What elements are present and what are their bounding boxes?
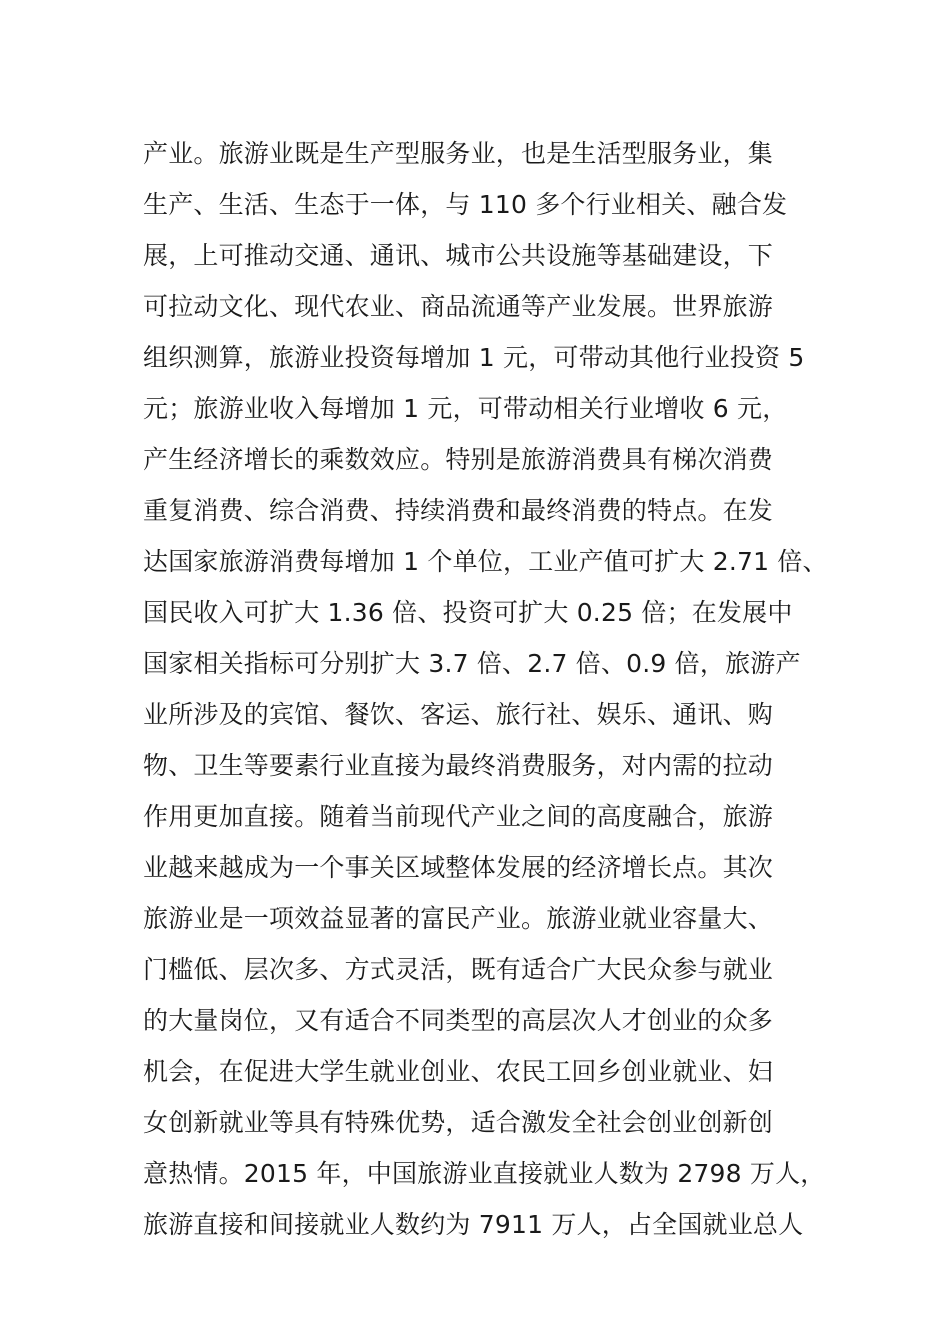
text-line: 国家相关指标可分别扩大 3.7 倍、2.7 倍、0.9 倍，旅游产 (143, 649, 801, 678)
text-line: 机会，在促进大学生就业创业、农民工回乡创业就业、妇 (143, 1057, 774, 1086)
body-text (143, 128, 833, 1250)
text-line: 国民收入可扩大 1.36 倍、投资可扩大 0.25 倍；在发展中 (143, 598, 793, 627)
text-line: 作用更加直接。随着当前现代产业之间的高度融合，旅游 (143, 802, 774, 831)
text-line: 重复消费、综合消费、持续消费和最终消费的特点。在发 (143, 496, 774, 525)
text-line: 的大量岗位，又有适合不同类型的高层次人才创业的众多 (143, 1006, 774, 1035)
text-line: 意热情。2015 年，中国旅游业直接就业人数为 2798 万人， (143, 1159, 826, 1188)
text-line: 女创新就业等具有特殊优势，适合激发全社会创业创新创 (143, 1108, 774, 1137)
text-line: 业所涉及的宾馆、餐饮、客运、旅行社、娱乐、通讯、购 (143, 700, 774, 729)
text-line: 旅游直接和间接就业人数约为 7911 万人，占全国就业总人 (143, 1210, 804, 1239)
text-line: 可拉动文化、现代农业、商品流通等产业发展。世界旅游 (143, 292, 774, 321)
text-line: 生产、生活、生态于一体，与 110 多个行业相关、融合发 (143, 190, 788, 219)
text-line: 产生经济增长的乘数效应。特别是旅游消费具有梯次消费 (143, 445, 774, 474)
text-line: 展，上可推动交通、通讯、城市公共设施等基础建设，下 (143, 241, 774, 270)
text-line: 达国家旅游消费每增加 1 个单位，工业产值可扩大 2.71 倍、 (143, 547, 828, 576)
text-line: 元；旅游业收入每增加 1 元，可带动相关行业增收 6 元， (143, 394, 788, 423)
text-line: 门槛低、层次多、方式灵活，既有适合广大民众参与就业 (143, 955, 774, 984)
text-line: 组织测算，旅游业投资每增加 1 元，可带动其他行业投资 5 (143, 343, 805, 372)
text-line: 物、卫生等要素行业直接为最终消费服务，对内需的拉动 (143, 751, 774, 780)
text-line: 产业。旅游业既是生产型服务业，也是生活型服务业，集 (143, 139, 774, 168)
text-line: 旅游业是一项效益显著的富民产业。旅游业就业容量大、 (143, 904, 774, 933)
text-line: 业越来越成为一个事关区域整体发展的经济增长点。其次 (143, 853, 774, 882)
